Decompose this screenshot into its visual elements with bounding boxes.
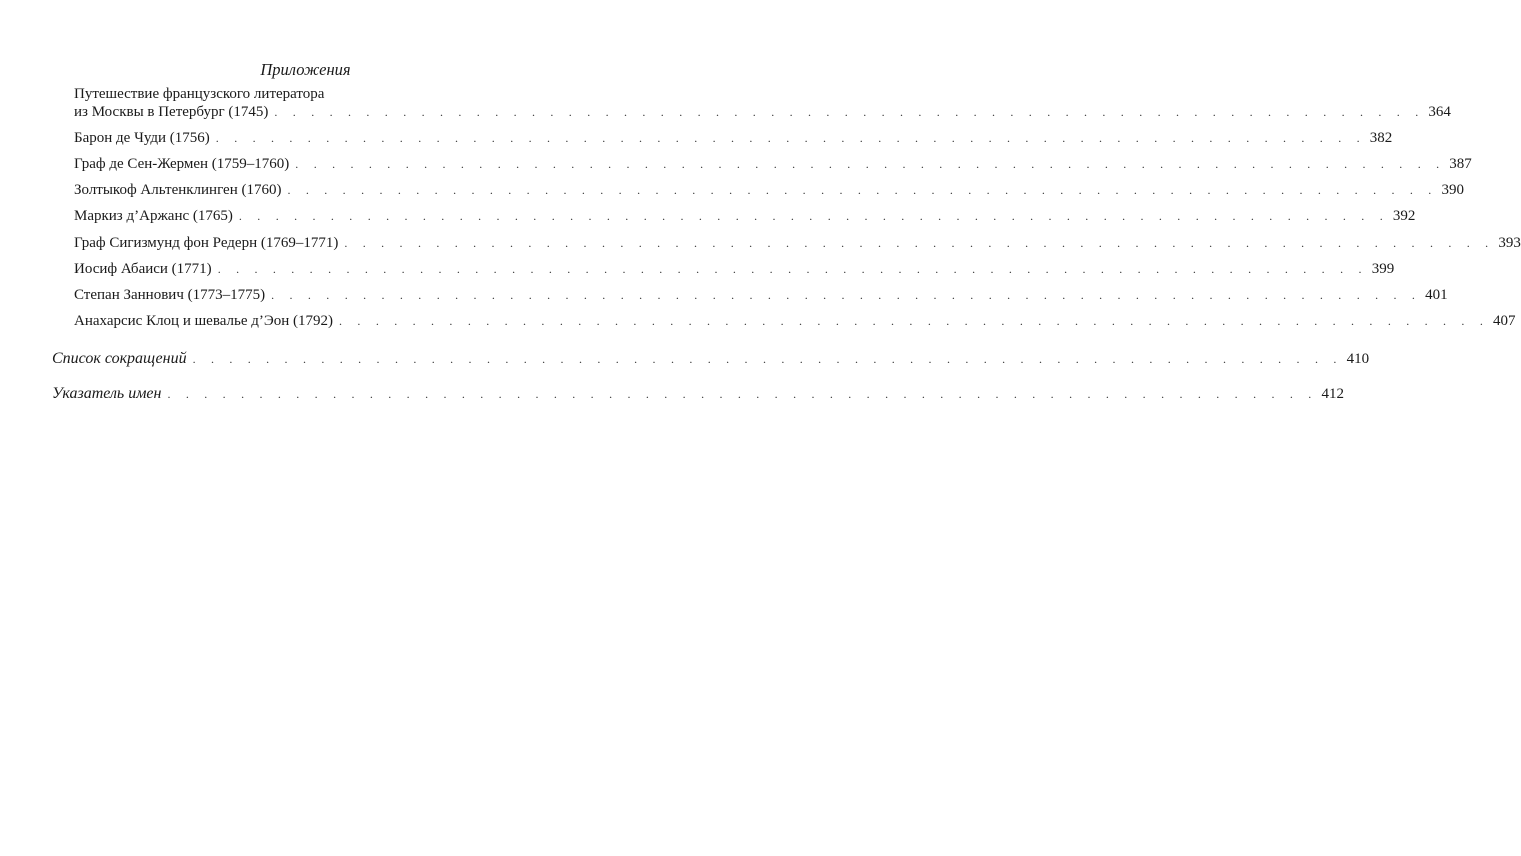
- toc-entry-title: Барон де Чуди (1756): [74, 130, 210, 146]
- toc-entry: [74, 286, 1448, 304]
- dot-leader: . . . . . . . . . . . . . . . . . . . . . . . . . . . . . . . . . . . . . . . . . . . . . . . . . . . . . . . . . . . . . . .: [217, 262, 1368, 276]
- toc-entry: [74, 103, 1451, 121]
- toc-main-entry: [52, 385, 1344, 403]
- toc-entry-page: 382: [1369, 130, 1393, 146]
- toc-entry-page: 407: [1493, 313, 1516, 329]
- dot-leader: . . . . . . . . . . . . . . . . . . . . . . . . . . . . . . . . . . . . . . . . . . . . . . . . . . . . . . . . . . . . . . .: [271, 288, 1422, 302]
- toc-entry-title: Указатель имен: [52, 385, 162, 402]
- toc-entry-page: 401: [1425, 287, 1448, 303]
- toc-entry-page: 390: [1441, 182, 1464, 198]
- toc-entry-title: Граф Сигизмунд фон Редерн (1769–1771): [74, 235, 339, 251]
- toc-entry: [74, 260, 1395, 278]
- toc-entry-title: Анахарсис Клоц и шевалье д’Эон (1792): [74, 313, 334, 329]
- toc-entry-page: 412: [1321, 386, 1344, 402]
- toc-entry-page: 392: [1392, 208, 1416, 224]
- toc-main-entry: [52, 350, 1370, 368]
- section-title: Приложения: [260, 60, 351, 79]
- toc-entry-first-line: Путешествие французского литератора: [74, 86, 325, 102]
- toc-entry-title: Иосиф Абаиси (1771): [74, 261, 212, 277]
- toc-entry: [74, 181, 1464, 199]
- toc-entry-title: Золтыкоф Альтенклинген (1760): [74, 182, 282, 198]
- toc-entry-title: Граф де Сен-Жермен (1759–1760): [74, 156, 290, 172]
- toc-entry: [74, 234, 1521, 252]
- toc-entry-page: 399: [1371, 261, 1395, 277]
- toc-entry: [74, 155, 1472, 173]
- dot-leader: . . . . . . . . . . . . . . . . . . . . . . . . . . . . . . . . . . . . . . . . . . . . . . . . . . . . . . . . . . . . . . .: [274, 105, 1425, 119]
- dot-leader: . . . . . . . . . . . . . . . . . . . . . . . . . . . . . . . . . . . . . . . . . . . . . . . . . . . . . . . . . . . . . . .: [295, 157, 1446, 171]
- dot-leader: . . . . . . . . . . . . . . . . . . . . . . . . . . . . . . . . . . . . . . . . . . . . . . . . . . . . . . . . . . . . . . .: [238, 209, 1389, 223]
- toc-entry-page: 410: [1346, 351, 1370, 367]
- toc-entry-title: из Москвы в Петербург (1745): [74, 104, 269, 120]
- toc-entry-title: Маркиз д’Аржанс (1765): [74, 208, 233, 224]
- toc-entry: [74, 207, 1416, 225]
- toc-entry-title: Список сокращений: [52, 350, 187, 367]
- toc-entry-page: 387: [1449, 156, 1472, 172]
- dot-leader: . . . . . . . . . . . . . . . . . . . . . . . . . . . . . . . . . . . . . . . . . . . . . . . . . . . . . . . . . . . . . . .: [339, 314, 1490, 328]
- dot-leader: . . . . . . . . . . . . . . . . . . . . . . . . . . . . . . . . . . . . . . . . . . . . . . . . . . . . . . . . . . . . . . .: [287, 183, 1438, 197]
- dot-leader: . . . . . . . . . . . . . . . . . . . . . . . . . . . . . . . . . . . . . . . . . . . . . . . . . . . . . . . . . . . . . . .: [215, 131, 1366, 145]
- toc-entry: [74, 312, 1516, 330]
- toc-entry: [74, 129, 1393, 147]
- toc-entry-page: 364: [1428, 104, 1451, 120]
- dot-leader: . . . . . . . . . . . . . . . . . . . . . . . . . . . . . . . . . . . . . . . . . . . . . . . . . . . . . . . . . . . . . . .: [167, 387, 1318, 401]
- dot-leader: . . . . . . . . . . . . . . . . . . . . . . . . . . . . . . . . . . . . . . . . . . . . . . . . . . . . . . . . . . . . . . .: [192, 352, 1343, 366]
- dot-leader: . . . . . . . . . . . . . . . . . . . . . . . . . . . . . . . . . . . . . . . . . . . . . . . . . . . . . . . . . . . . . . .: [344, 236, 1495, 250]
- toc-entry-title: Степан Заннович (1773–1775): [74, 287, 266, 303]
- toc-entry-page: 393: [1498, 235, 1521, 251]
